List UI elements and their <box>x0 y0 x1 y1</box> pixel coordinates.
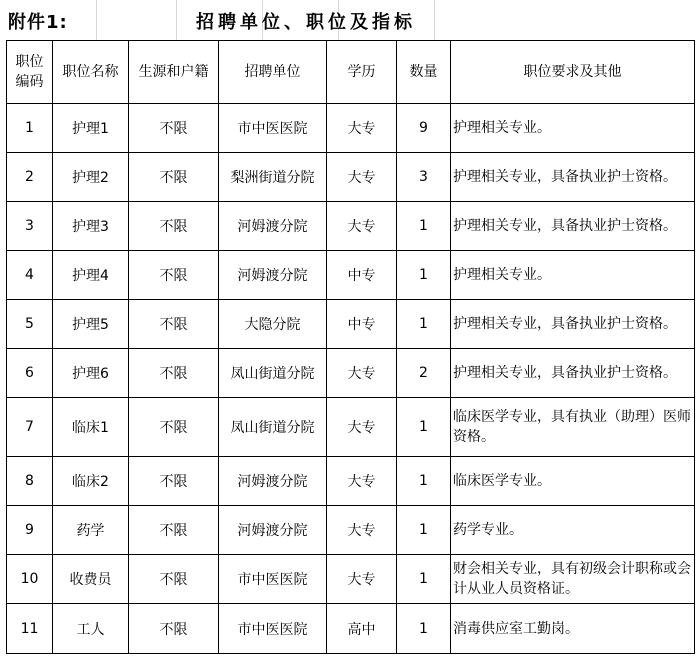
cell-name: 临床1 <box>53 398 129 457</box>
column-header-education: 学历 <box>327 41 397 104</box>
cell-name: 护理4 <box>53 251 129 300</box>
cell-unit: 河姆渡分院 <box>219 202 327 251</box>
table-row <box>7 457 695 506</box>
cell-education: 中专 <box>327 300 397 349</box>
cell-unit: 大隐分院 <box>219 300 327 349</box>
cell-requirements: 消毒供应室工勤岗。 <box>451 604 695 654</box>
cell-name: 护理6 <box>53 349 129 398</box>
cell-unit: 市中医医院 <box>219 604 327 654</box>
column-header-quantity: 数量 <box>397 41 451 104</box>
cell-code: 1 <box>7 104 53 153</box>
cell-code: 7 <box>7 398 53 457</box>
cell-name: 护理5 <box>53 300 129 349</box>
cell-requirements: 临床医学专业。 <box>451 457 695 506</box>
cell-name: 药学 <box>53 506 129 555</box>
gridline <box>96 0 97 40</box>
recruitment-table <box>6 40 695 654</box>
cell-name: 工人 <box>53 604 129 654</box>
cell-quantity: 1 <box>397 202 451 251</box>
cell-code: 6 <box>7 349 53 398</box>
table-row <box>7 251 695 300</box>
cell-education: 中专 <box>327 251 397 300</box>
column-header-unit: 招聘单位 <box>219 41 327 104</box>
cell-requirements: 药学专业。 <box>451 506 695 555</box>
gridline <box>434 0 435 40</box>
cell-education: 大专 <box>327 104 397 153</box>
cell-quantity: 9 <box>397 104 451 153</box>
cell-origin: 不限 <box>129 349 219 398</box>
document-title: 招聘单位、职位及指标 <box>196 12 416 33</box>
cell-unit: 河姆渡分院 <box>219 457 327 506</box>
cell-education: 大专 <box>327 202 397 251</box>
cell-name: 护理3 <box>53 202 129 251</box>
cell-quantity: 2 <box>397 349 451 398</box>
cell-origin: 不限 <box>129 555 219 604</box>
table-header-row <box>7 41 695 104</box>
cell-origin: 不限 <box>129 300 219 349</box>
cell-unit: 河姆渡分院 <box>219 251 327 300</box>
cell-education: 大专 <box>327 555 397 604</box>
cell-quantity: 3 <box>397 153 451 202</box>
table-row <box>7 349 695 398</box>
cell-origin: 不限 <box>129 251 219 300</box>
cell-requirements: 护理相关专业。 <box>451 251 695 300</box>
cell-education: 大专 <box>327 457 397 506</box>
cell-unit: 河姆渡分院 <box>219 506 327 555</box>
cell-origin: 不限 <box>129 153 219 202</box>
cell-requirements: 护理相关专业，具备执业护士资格。 <box>451 349 695 398</box>
cell-quantity: 1 <box>397 604 451 654</box>
cell-code: 4 <box>7 251 53 300</box>
table-row <box>7 300 695 349</box>
cell-education: 高中 <box>327 604 397 654</box>
cell-name: 护理2 <box>53 153 129 202</box>
cell-origin: 不限 <box>129 457 219 506</box>
cell-requirements: 护理相关专业，具备执业护士资格。 <box>451 300 695 349</box>
cell-code: 5 <box>7 300 53 349</box>
table-row <box>7 104 695 153</box>
cell-requirements: 临床医学专业，具有执业（助理）医师资格。 <box>451 398 695 457</box>
table-row <box>7 555 695 604</box>
cell-name: 临床2 <box>53 457 129 506</box>
cell-unit: 凤山街道分院 <box>219 349 327 398</box>
cell-code: 9 <box>7 506 53 555</box>
header-row <box>0 0 700 40</box>
cell-requirements: 护理相关专业，具备执业护士资格。 <box>451 202 695 251</box>
cell-origin: 不限 <box>129 604 219 654</box>
column-header-requirements: 职位要求及其他 <box>451 41 695 104</box>
cell-quantity: 1 <box>397 251 451 300</box>
cell-education: 大专 <box>327 398 397 457</box>
cell-code: 11 <box>7 604 53 654</box>
cell-requirements: 护理相关专业，具备执业护士资格。 <box>451 153 695 202</box>
cell-requirements: 财会相关专业，具有初级会计职称或会计从业人员资格证。 <box>451 555 695 604</box>
cell-name: 收费员 <box>53 555 129 604</box>
table-row <box>7 398 695 457</box>
cell-unit: 凤山街道分院 <box>219 398 327 457</box>
cell-quantity: 1 <box>397 457 451 506</box>
cell-code: 2 <box>7 153 53 202</box>
cell-unit: 梨洲街道分院 <box>219 153 327 202</box>
cell-unit: 市中医医院 <box>219 555 327 604</box>
column-header-name: 职位名称 <box>53 41 129 104</box>
cell-quantity: 1 <box>397 555 451 604</box>
cell-education: 大专 <box>327 153 397 202</box>
cell-origin: 不限 <box>129 398 219 457</box>
table-row <box>7 202 695 251</box>
cell-quantity: 1 <box>397 506 451 555</box>
cell-origin: 不限 <box>129 104 219 153</box>
table-row <box>7 604 695 654</box>
table-row <box>7 506 695 555</box>
cell-code: 10 <box>7 555 53 604</box>
table-row <box>7 153 695 202</box>
column-header-code: 职位编码 <box>7 41 53 104</box>
cell-unit: 市中医医院 <box>219 104 327 153</box>
cell-education: 大专 <box>327 506 397 555</box>
cell-origin: 不限 <box>129 506 219 555</box>
attachment-label: 附件1: <box>8 12 68 33</box>
gridline <box>176 0 177 40</box>
cell-code: 3 <box>7 202 53 251</box>
cell-quantity: 1 <box>397 300 451 349</box>
cell-name: 护理1 <box>53 104 129 153</box>
cell-origin: 不限 <box>129 202 219 251</box>
column-header-origin: 生源和户籍 <box>129 41 219 104</box>
cell-code: 8 <box>7 457 53 506</box>
cell-requirements: 护理相关专业。 <box>451 104 695 153</box>
cell-quantity: 1 <box>397 398 451 457</box>
cell-education: 大专 <box>327 349 397 398</box>
